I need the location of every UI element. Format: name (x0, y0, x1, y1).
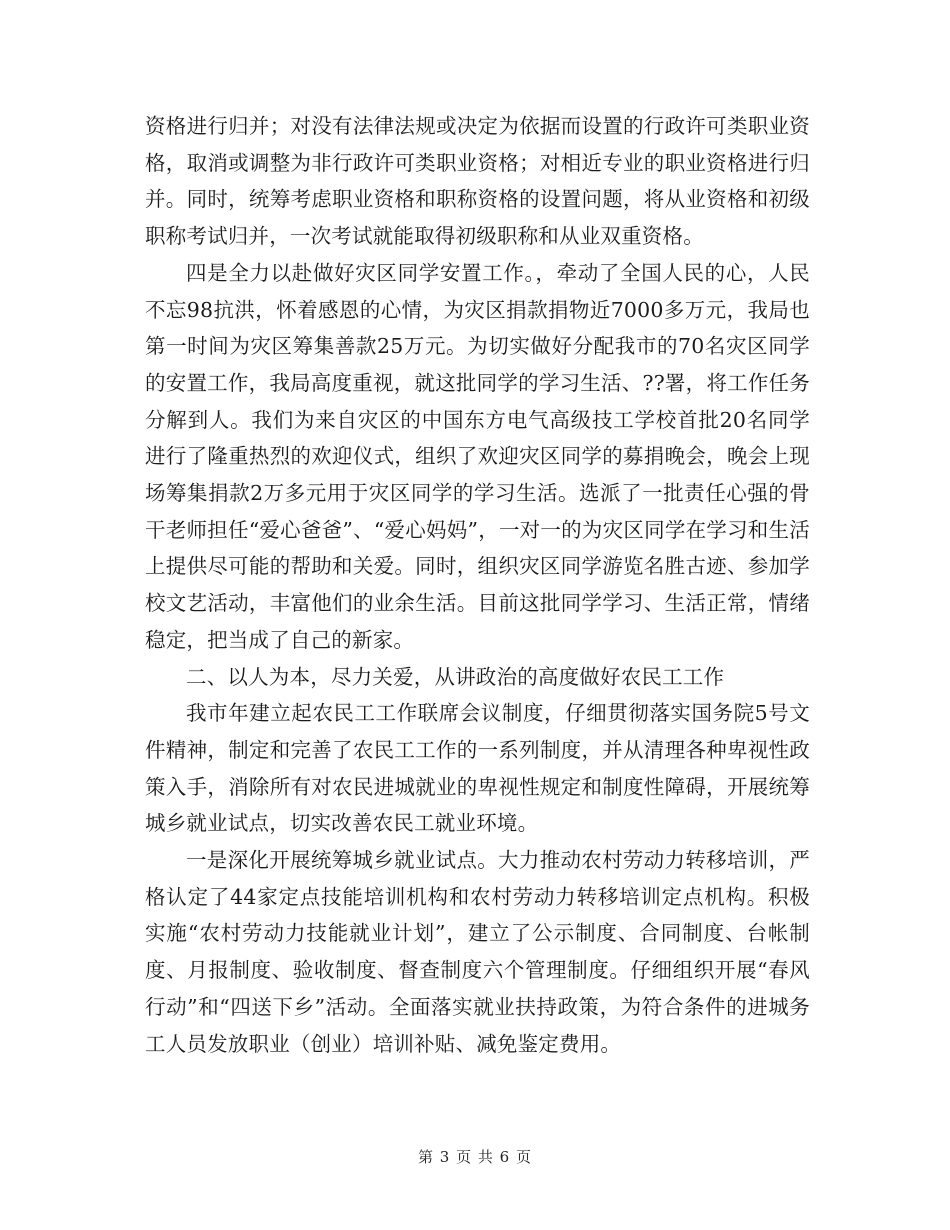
page-number: 第 3 页 共 6 页 (418, 1148, 532, 1166)
document-body (145, 108, 810, 1062)
paragraph-qualification-merge: 资格进行归并；对没有法律法规或决定为依据而设置的行政许可类职业资格，取消或调整为非行政许可类职业资格；对相近专业的职业资格进行归并。同时，统筹考虑职业资格和职称资格的设置问题，将从业资格和初级职称考试归并，一次考试就能取得初级职称和从业双重资格。 (145, 114, 810, 249)
section-heading-migrant-workers: 二、以人为本，尽力关爱，从讲政治的高度做好农民工工作 (186, 664, 725, 689)
paragraph-disaster-students: 四是全力以赴做好灾区同学安置工作。，牵动了全国人民的心，人民不忘98抗洪，怀着感恩的心情，为灾区捐款捐物近7000多万元，我局也第一时间为灾区筹集善款25万元。为切实做好分配我市的70名灾区同学的安置工作，我局高度重视，就这批同学的学习生活、??署，将工作任务分解到人。我们为来自灾区的中国东方电气高级技工学校首批20名同学进行了隆重热烈的欢迎仪式，组织了欢迎灾区同学的募捐晚会，晚会上现场筹集捐款2万多元用于灾区同学的学习生活。选派了一批责任心强的骨干老师担任“爱心爸爸”、“爱心妈妈”，一对一的为灾区同学在学习和生活上提供尽可能的帮助和关爱。同时，组织灾区同学游览名胜古迹、参加学校文艺活动，丰富他们的业余生活。目前这批同学学习、生活正常，情绪稳定，把当成了自己的新家。 (145, 260, 810, 652)
paragraph-urban-rural-pilot: 一是深化开展统筹城乡就业试点。大力推动农村劳动力转移培训，严格认定了44家定点技能培训机构和农村劳动力转移培训定点机构。积极实施“农村劳动力技能就业计划”，建立了公示制度、合同制度、台帐制度、月报制度、验收制度、督查制度六个管理制度。仔细组织开展“春风行动”和“四送下乡”活动。全面落实就业扶持政策，为符合条件的进城务工人员发放职业（创业）培训补贴、减免鉴定费用。 (145, 848, 810, 1056)
paragraph-joint-meeting-system: 我市年建立起农民工工作联席会议制度，仔细贯彻落实国务院5号文件精神，制定和完善了农民工工作的一系列制度，并从清理各种卑视性政策入手，消除所有对农民进城就业的卑视性规定和制度性障碍，开展统筹城乡就业试点，切实改善农民工就业环境。 (145, 701, 810, 836)
